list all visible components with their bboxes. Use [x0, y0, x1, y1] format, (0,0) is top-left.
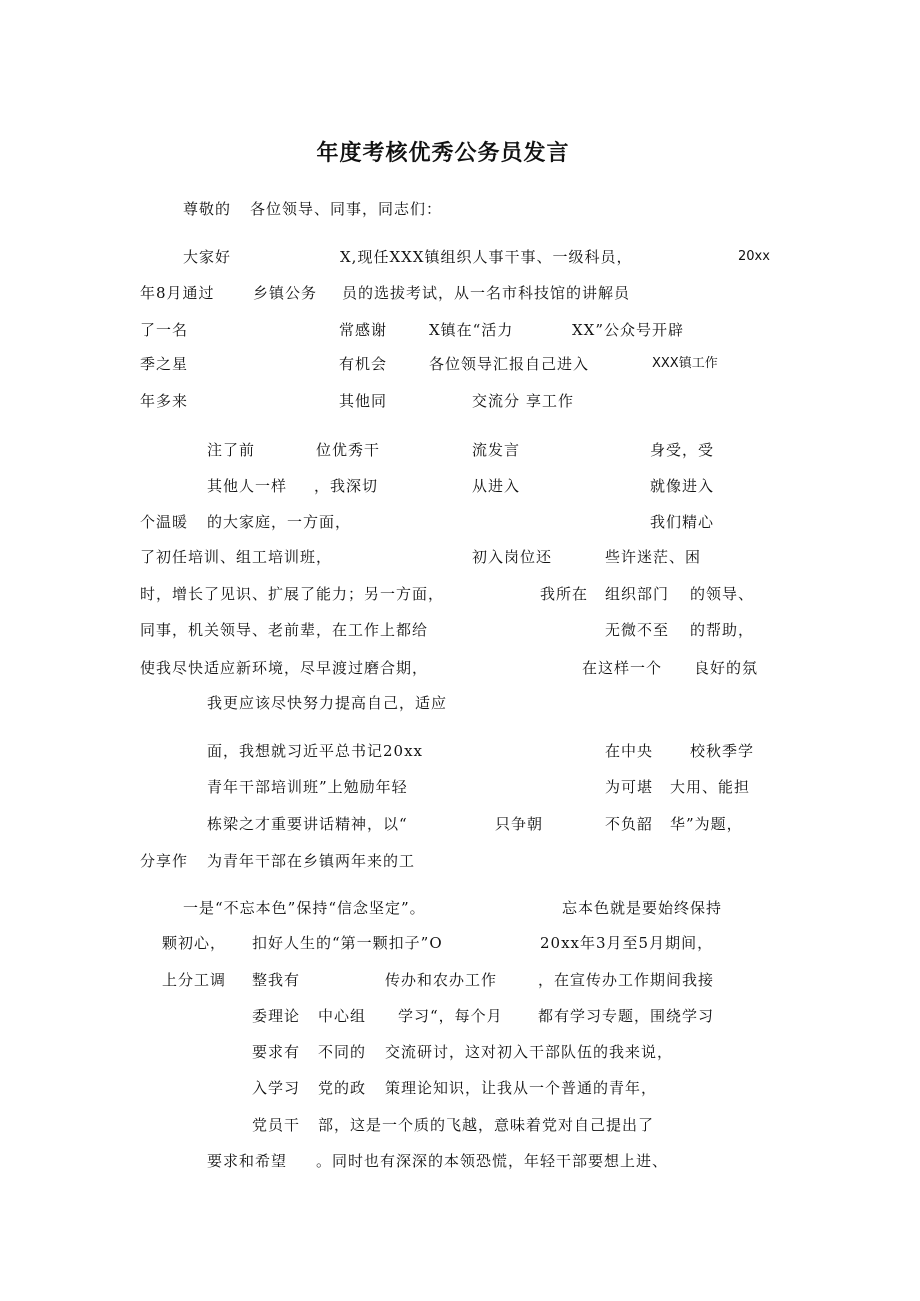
text-line	[0, 739, 920, 763]
text-fragment: 注了前	[207, 441, 256, 459]
text-fragment: ，在宣传办工作期间我接	[538, 971, 715, 989]
text-fragment: 整我有	[252, 971, 301, 989]
text-fragment: 其他人一样	[207, 477, 288, 495]
text-line	[0, 618, 920, 642]
text-fragment: X,现任XXX镇组织人事干事、一级科员，	[340, 248, 633, 266]
text-fragment: 学习“，每个月	[398, 1007, 503, 1025]
text-fragment: 只争朝	[495, 815, 544, 833]
text-fragment: 校秋季学	[690, 742, 755, 760]
text-line	[0, 849, 920, 873]
text-fragment: 的帮助，	[690, 621, 755, 639]
text-fragment: 些许迷茫、困	[605, 548, 702, 566]
text-fragment: 党的政	[318, 1079, 367, 1097]
text-fragment: 不负韶	[605, 815, 654, 833]
text-fragment: X镇在“活力	[429, 321, 514, 339]
text-fragment: 青年干部培训班”上勉励年轻	[207, 778, 408, 796]
text-fragment: 20xx	[738, 249, 770, 264]
text-fragment: 要求有	[252, 1043, 301, 1061]
text-fragment: 20xx年3月至5月期间，	[540, 934, 714, 952]
text-fragment: 年8月通过	[140, 284, 215, 302]
text-fragment: 在中央	[605, 742, 654, 760]
text-fragment: ，我深切	[314, 477, 379, 495]
text-line	[0, 510, 920, 534]
text-line	[0, 474, 920, 498]
text-line	[0, 656, 920, 680]
text-fragment: 了初任培训、组工培训班，	[140, 548, 333, 566]
text-fragment: 分享作	[140, 852, 189, 870]
text-fragment: XX”公众号开辟	[572, 321, 685, 339]
text-fragment: 上分工调	[162, 971, 227, 989]
text-line	[0, 245, 920, 269]
text-fragment: 享工作	[526, 392, 575, 410]
text-fragment: 了一名	[140, 321, 189, 339]
text-line	[0, 931, 920, 955]
text-fragment: 身受，受	[650, 441, 715, 459]
text-fragment: 交流研讨，这对初入干部队伍的我来说，	[385, 1043, 674, 1061]
text-fragment: 良好的氛	[694, 659, 759, 677]
text-fragment: 大家好	[183, 248, 232, 266]
text-fragment: 中心组	[318, 1007, 367, 1025]
text-line	[0, 1004, 920, 1028]
text-fragment: 扣好人生的“第一颗扣子”O	[252, 934, 443, 952]
text-line	[0, 775, 920, 799]
text-fragment: 栋梁之才重要讲话精神，以“	[207, 815, 408, 833]
text-fragment: 各位领导汇报自己进入	[429, 355, 590, 373]
text-fragment: 同事，机关领导、老前辈，在工作上都给	[140, 621, 429, 639]
text-line	[0, 1149, 920, 1173]
text-fragment: 有机会	[339, 355, 388, 373]
text-line	[0, 1040, 920, 1064]
text-line	[0, 582, 920, 606]
text-fragment: 都有学习专题，围绕学习	[538, 1007, 715, 1025]
text-fragment: 个温暖	[140, 513, 189, 531]
text-fragment: 部，这是一个质的飞越，意味着党对自己提出了	[318, 1116, 655, 1134]
text-fragment: 颗初心，	[162, 934, 227, 952]
text-fragment: 的大家庭，一方面，	[207, 513, 352, 531]
text-fragment: 使我尽快适应新环境，尽早渡过磨合期，	[140, 659, 429, 677]
text-line	[0, 812, 920, 836]
text-fragment: 位优秀干	[316, 441, 381, 459]
text-fragment: 大用、能担	[670, 778, 751, 796]
text-fragment: 为可堪	[605, 778, 654, 796]
text-fragment: 入学习	[252, 1079, 301, 1097]
text-line	[0, 318, 920, 342]
text-fragment: 组织部门	[605, 585, 670, 603]
text-fragment: 党员干	[252, 1116, 301, 1134]
text-fragment: 忘本色就是要始终保持	[562, 899, 723, 917]
text-fragment: 其他同	[339, 392, 388, 410]
text-fragment: 初入岗位还	[472, 548, 553, 566]
text-fragment: 我更应该尽快努力提高自己，适应	[207, 694, 448, 712]
text-line	[0, 1076, 920, 1100]
text-fragment: 委理论	[252, 1007, 301, 1025]
text-fragment: XXX镇工作	[652, 356, 718, 371]
text-fragment: 华”为题，	[670, 815, 743, 833]
text-fragment: 在这样一个	[582, 659, 663, 677]
text-line	[0, 197, 920, 221]
text-fragment: 交流分	[472, 392, 521, 410]
text-line	[0, 352, 920, 376]
text-fragment: 年多来	[140, 392, 189, 410]
text-fragment: 尊敬的	[183, 200, 232, 218]
text-line	[0, 281, 920, 305]
text-line	[0, 691, 920, 715]
text-line	[0, 389, 920, 413]
text-line	[0, 896, 920, 920]
text-fragment: 不同的	[318, 1043, 367, 1061]
text-fragment: 流发言	[472, 441, 521, 459]
text-fragment: 常感谢	[339, 321, 388, 339]
text-fragment: 策理论知识，让我从一个普通的青年，	[385, 1079, 658, 1097]
text-fragment: 乡镇公务	[253, 284, 318, 302]
text-fragment: 各位领导、同事，同志们：	[250, 200, 443, 218]
text-fragment: 面，我想就习近平总书记20xx	[207, 742, 424, 760]
text-fragment: 无微不至	[605, 621, 670, 639]
text-fragment: 季之星	[140, 355, 189, 373]
text-line	[0, 545, 920, 569]
text-fragment: 员的选拔考试，从一名市科技馆的讲解员	[342, 284, 631, 302]
text-line	[0, 438, 920, 462]
text-fragment: 时，增长了见识、扩展了能力；另一方面，	[140, 585, 445, 603]
text-fragment: 我所在	[540, 585, 589, 603]
text-fragment: 一是“不忘本色”保持“信念坚定”。	[183, 899, 426, 917]
text-fragment: 为青年干部在乡镇两年来的工	[207, 852, 416, 870]
text-fragment: 要求和希望	[207, 1152, 288, 1170]
text-fragment: 从进入	[472, 477, 521, 495]
text-fragment: 传办和农办工作	[385, 971, 498, 989]
text-line	[0, 968, 920, 992]
text-line	[0, 1113, 920, 1137]
text-fragment: 我们精心	[650, 513, 715, 531]
document-title: 年度考核优秀公务员发言	[316, 141, 570, 166]
text-fragment: 的领导、	[690, 585, 755, 603]
text-fragment: 就像进入	[650, 477, 715, 495]
text-fragment: 。同时也有深深的本领恐慌，年轻干部要想上进、	[316, 1152, 669, 1170]
